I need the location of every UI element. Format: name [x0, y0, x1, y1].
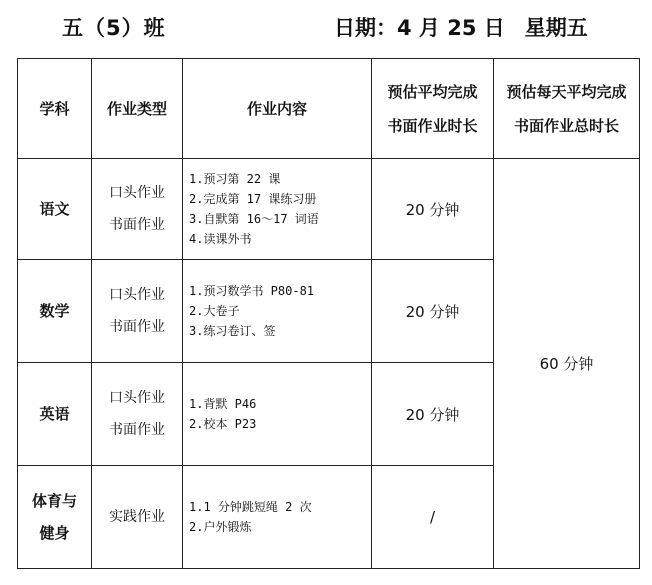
content-cell [183, 159, 372, 260]
type-label: 口头作业 [109, 287, 165, 303]
content-item: 1.1 分钟跳短绳 2 次 [189, 500, 312, 514]
content-item: 3.自默第 16～17 词语 [189, 212, 319, 226]
time-cell: 20 分钟 [372, 363, 494, 466]
header-time-line2: 书面作业时长 [387, 116, 478, 135]
content-item: 1.背默 P46 [189, 397, 257, 411]
subject-label: 语文 [39, 200, 70, 218]
type-label: 口头作业 [109, 185, 165, 201]
content-item: 3.练习卷订、签 [189, 324, 276, 338]
subject-cell [18, 260, 92, 363]
subject-label: 英语 [39, 405, 70, 423]
header-total [494, 59, 640, 159]
subject-label: 体育与 [31, 492, 77, 510]
type-cell [92, 260, 183, 363]
header-time [372, 59, 494, 159]
subject-cell [18, 466, 92, 569]
class-title: 五（5）班 [62, 16, 166, 40]
subject-label: 数学 [39, 302, 70, 320]
header-total-line1: 预估每天平均完成 [506, 82, 627, 101]
header-content: 作业内容 [183, 59, 372, 159]
content-item: 2.完成第 17 课练习册 [189, 192, 317, 206]
header-type: 作业类型 [92, 59, 183, 159]
subject-label: 健身 [39, 524, 70, 542]
header-time-line1: 预估平均完成 [387, 82, 478, 101]
table-header-row [18, 59, 640, 159]
content-item: 2.校本 P23 [189, 417, 257, 431]
date-label: 日期：4 月 25 日 [334, 16, 505, 40]
content-item: 1.预习第 22 课 [189, 172, 281, 186]
content-cell [183, 260, 372, 363]
homework-table [17, 58, 640, 569]
type-label: 书面作业 [109, 217, 165, 233]
time-cell: 20 分钟 [372, 159, 494, 260]
header-subject: 学科 [18, 59, 92, 159]
subject-cell [18, 363, 92, 466]
content-cell [183, 466, 372, 569]
weekday-label: 星期五 [524, 16, 588, 40]
type-cell [92, 466, 183, 569]
content-item: 1.预习数学书 P80-81 [189, 284, 315, 298]
type-cell [92, 363, 183, 466]
table-row [18, 159, 640, 260]
time-cell: / [372, 466, 494, 569]
type-label: 书面作业 [109, 319, 165, 335]
content-cell [183, 363, 372, 466]
type-label: 实践作业 [109, 509, 165, 525]
content-item: 2.大卷子 [189, 304, 240, 318]
content-item: 4.读课外书 [189, 232, 252, 246]
total-time-cell: 60 分钟 [494, 159, 640, 569]
type-cell [92, 159, 183, 260]
content-item: 2.户外锻炼 [189, 520, 252, 534]
header-total-line2: 书面作业总时长 [513, 116, 619, 135]
date-line [334, 12, 588, 42]
type-label: 口头作业 [109, 390, 165, 406]
page-header [0, 0, 652, 58]
time-cell: 20 分钟 [372, 260, 494, 363]
type-label: 书面作业 [109, 422, 165, 438]
subject-cell [18, 159, 92, 260]
